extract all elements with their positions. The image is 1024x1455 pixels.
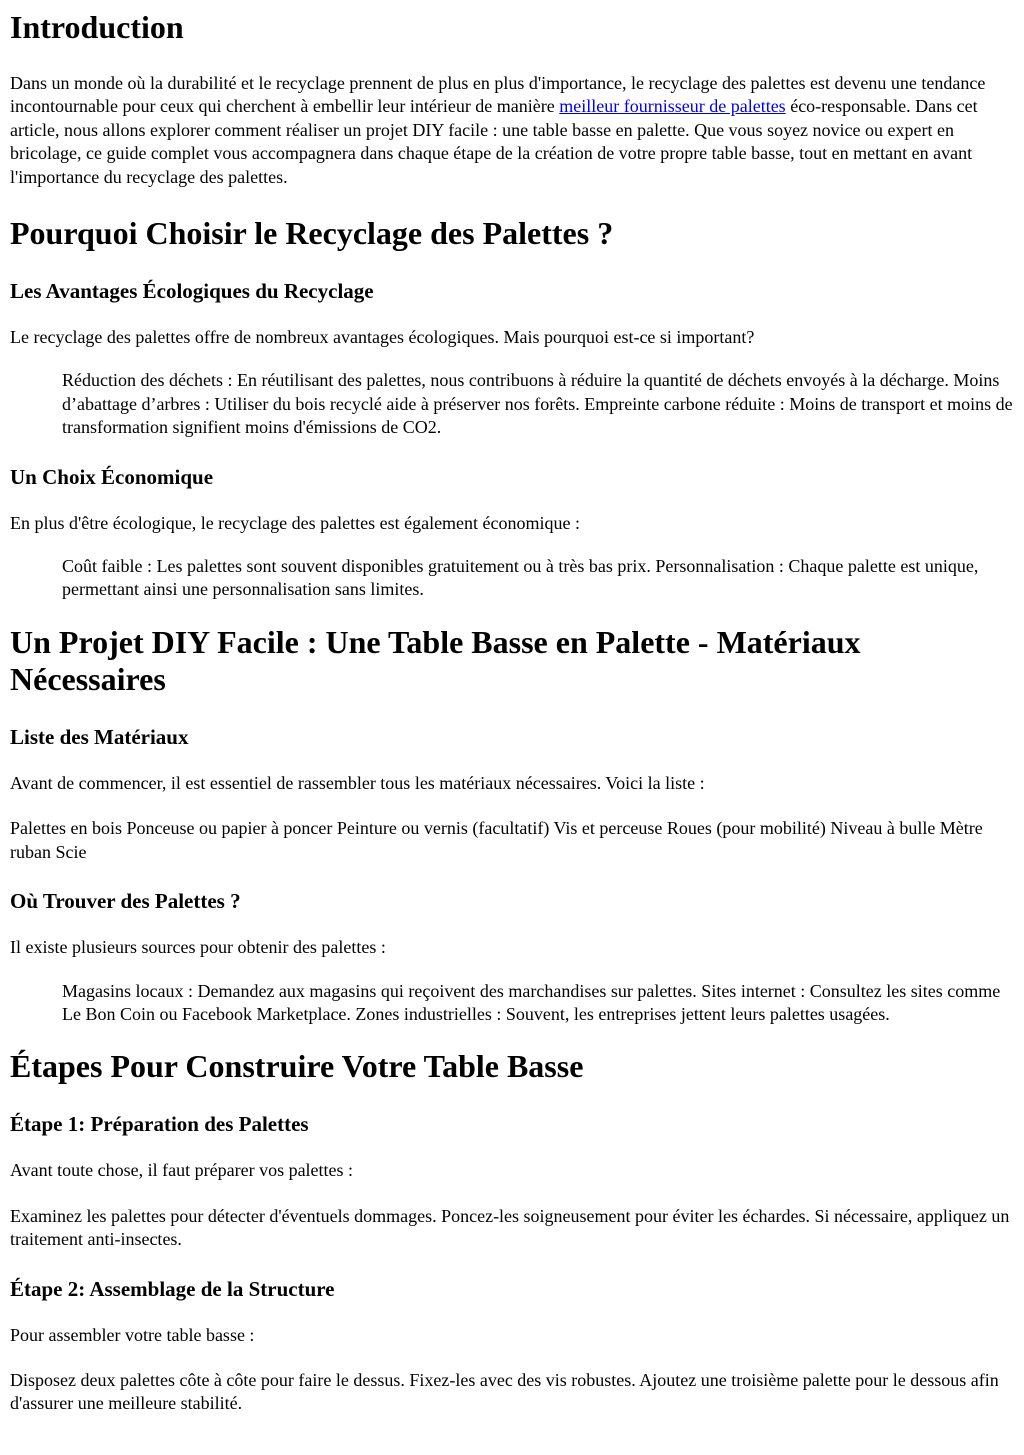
details-etape-1: Examinez les palettes pour détecter d'éventuels dommages. Poncez-les soigneusement pour éviter les échardes. Si nécessaire, appliquez un traitement anti-insectes. [10, 1205, 1010, 1250]
quote-avantages: Réduction des déchets : En réutilisant des palettes, nous contribuons à réduire la quantité de déchets envoyés à la décharge. Moins d’abattage d’arbres : Utiliser du bois recyclé aide à préserver nos forêts. Empreinte carbone réduite : Moins de transport et moins de transformation signifient moins d'émissions de CO2. [62, 370, 1013, 438]
paragraph-materiaux: Avant de commencer, il est essentiel de rassembler tous les matériaux nécessaires. Voici la liste : [10, 772, 705, 793]
heading-etapes: Étapes Pour Construire Votre Table Basse [10, 1048, 584, 1085]
heading-choix-economique: Un Choix Économique [10, 464, 214, 489]
quote-trouver: Magasins locaux : Demandez aux magasins qui reçoivent des marchandises sur palettes. Sites internet : Consultez les sites comme Le Bon Coin ou Facebook Marketplace. Zones industrielles : Souvent, les entreprises jettent leurs palettes usagées. [62, 980, 1001, 1024]
quote-economique: Coût faible : Les palettes sont souvent disponibles gratuitement ou à très bas prix. Personnalisation : Chaque palette est unique, permettant ainsi une personnalisation sans limites. [62, 556, 979, 600]
heading-projet-diy: Un Projet DIY Facile : Une Table Basse en Palette - Matériaux Nécessaires [10, 623, 861, 697]
intro-text-before-link: Dans un monde où la durabilité et le recyclage prennent de plus en plus d'importance, le recyclage des palettes est devenu une tendance incontournable pour ceux qui cherchent à embellir leur intérieur de manière [10, 73, 986, 117]
materials-list: Palettes en bois Ponceuse ou papier à poncer Peinture ou vernis (facultatif) Vis et perceuse Roues (pour mobilité) Niveau à bulle Mètre ruban Scie [10, 818, 983, 862]
paragraph-avantages: Le recyclage des palettes offre de nombreux avantages écologiques. Mais pourquoi est-ce si important? [10, 327, 755, 348]
article [0, 9, 1024, 1416]
heading-liste-materiaux: Liste des Matériaux [10, 724, 189, 749]
heading-etape-1: Étape 1: Préparation des Palettes [10, 1112, 309, 1137]
paragraph-economique: En plus d'être écologique, le recyclage des palettes est également économique : [10, 512, 581, 533]
paragraph-trouver: Il existe plusieurs sources pour obtenir des palettes : [10, 937, 386, 958]
heading-introduction: Introduction [10, 9, 184, 45]
intro-text-after-link: éco-responsable. Dans cet article, nous allons explorer comment réaliser un projet DIY facile : une table basse en palette. Que vous soyez novice ou expert en bricolage, ce guide complet vous accompagnera dans chaque étape de la création de votre propre table basse, tout en mettant en avant l'importance du recyclage des palettes. [10, 96, 978, 187]
heading-pourquoi-recyclage: Pourquoi Choisir le Recyclage des Palettes ? [10, 215, 614, 252]
heading-avantages-ecologiques: Les Avantages Écologiques du Recyclage [10, 279, 374, 304]
heading-etape-2: Étape 2: Assemblage de la Structure [10, 1276, 335, 1301]
paragraph-introduction [10, 72, 1014, 189]
details-etape-2: Disposez deux palettes côte à côte pour faire le dessus. Fixez-les avec des vis robustes. Ajoutez une troisième palette pour le dessous afin d'assurer une meilleure stabilité. [10, 1369, 999, 1414]
paragraph-etape-2: Pour assembler votre table basse : [10, 1324, 255, 1345]
supplier-link[interactable]: meilleur fournisseur de palettes [559, 96, 786, 117]
paragraph-etape-1: Avant toute chose, il faut préparer vos palettes : [10, 1160, 354, 1181]
heading-trouver-palettes: Où Trouver des Palettes ? [10, 889, 241, 914]
